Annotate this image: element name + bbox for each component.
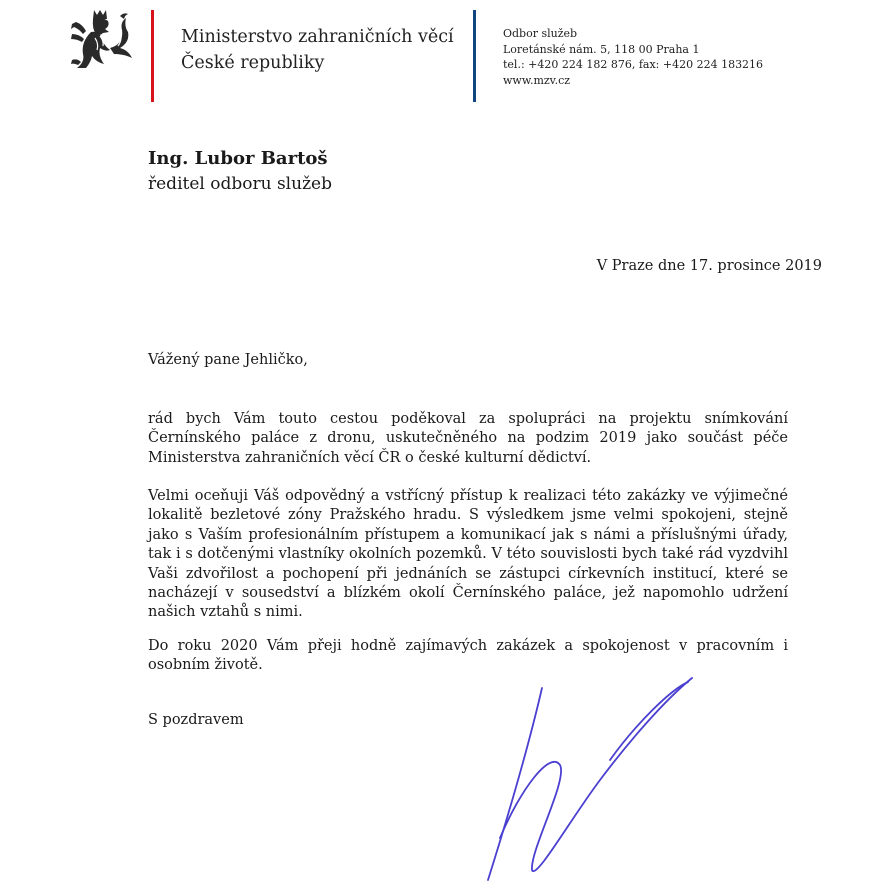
handwritten-signature	[470, 670, 710, 885]
paragraph-2: Velmi oceňuji Váš odpovědný a vstřícný přístup k realizaci této zakázky ve výjimečné lokalitě bezletové zóny Pražského hradu. S výsledkem jsme velmi spokojeni, stejně jako s Vaším profesionálním přístupem a komunikací jak s námi a příslušnými úřady, tak i s dotčenými vlastníky okolních pozemků. V této souvislosti bych také rád vyzdvihl Vaši zdvořilost a pochopení při jednáních se zástupci církevních institucí, které se nacházejí v sousedství a blízkém okolí Černínského paláce, jež napomohlo udržení našich vztahů s nimi.	[148, 488, 788, 621]
phone-fax: tel.: +420 224 182 876, fax: +420 224 183216	[503, 58, 764, 71]
czech-lion-emblem-icon	[58, 8, 138, 70]
ministry-line-1: Ministerstvo zahraničních věcí	[181, 27, 454, 47]
salutation: Vážený pane Jehličko,	[148, 352, 308, 368]
closing: S pozdravem	[148, 712, 244, 728]
sender-role: ředitel odboru služeb	[148, 174, 332, 194]
department: Odbor služeb	[503, 27, 578, 40]
address: Loretánské nám. 5, 118 00 Praha 1	[503, 42, 700, 56]
letter-date: V Praze dne 17. prosince 2019	[596, 258, 822, 274]
sender-name: Ing. Lubor Bartoš	[148, 148, 328, 169]
paragraph-1: rád bych Vám touto cestou poděkoval za spolupráci na projektu snímkování Černínského paláce z dronu, uskutečněného na podzim 2019 jako součást péče Ministerstva zahraničních věcí ČR o české kulturní dědictví.	[148, 411, 788, 466]
ministry-name	[181, 24, 454, 76]
paragraph-3: Do roku 2020 Vám přeji hodně zajímavých zakázek a spokojenost v pracovním i osobním životě.	[148, 638, 788, 674]
contact-block	[503, 26, 763, 88]
blue-divider	[473, 10, 476, 102]
ministry-line-2: České republiky	[181, 53, 325, 73]
website: www.mzv.cz	[503, 73, 571, 87]
red-divider	[151, 10, 154, 102]
